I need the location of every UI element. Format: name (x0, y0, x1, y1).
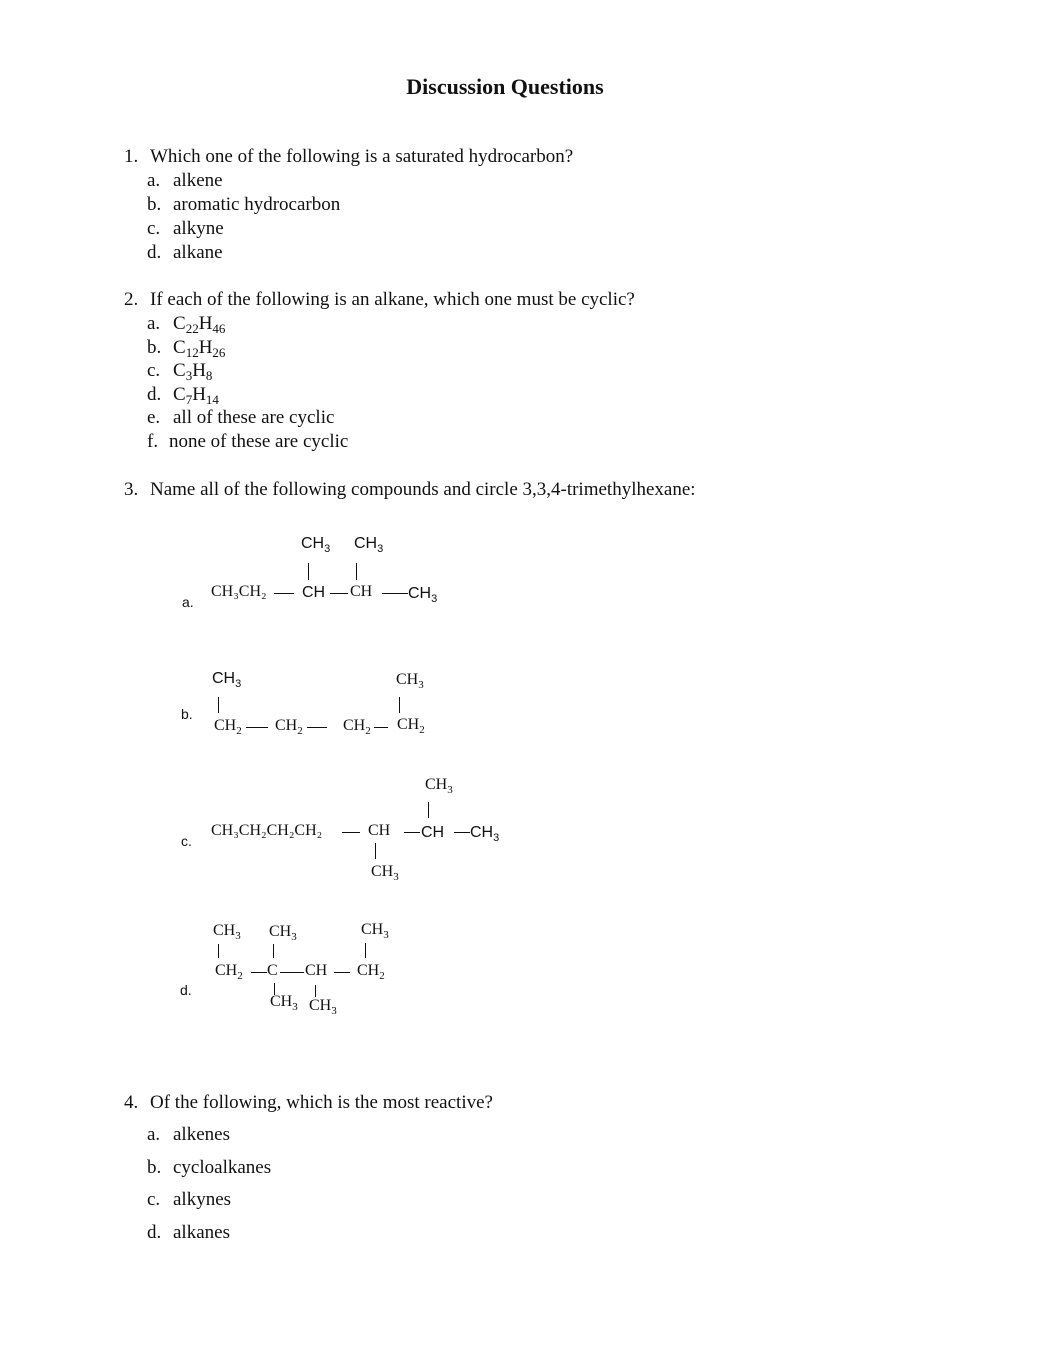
ch2-group: $CH_2$ (275, 717, 303, 737)
question-4 (124, 1092, 493, 1114)
ch2-group: $CH_2$ (215, 962, 243, 982)
bond (251, 972, 267, 973)
ch2-group: $CH_2$ (397, 716, 425, 736)
bond (273, 944, 274, 958)
bond (428, 802, 429, 818)
bond (280, 972, 304, 973)
structure-label-d: d. (180, 982, 192, 998)
question-number: 1. (124, 146, 139, 167)
bond (315, 985, 316, 997)
methyl-group: $CH_3$ (270, 993, 298, 1013)
bond (356, 563, 357, 580)
methyl-group: $CH_3$ (396, 671, 424, 691)
methyl-group: $CH_3$ (354, 535, 384, 555)
option-4d: d. alkanes (147, 1222, 230, 1243)
bond (274, 593, 294, 594)
question-1 (124, 146, 573, 168)
bond (365, 943, 366, 958)
chain-group: CH₃CH₂CH₂CH₂ (211, 822, 323, 839)
methyl-group: $CH_3$ (309, 997, 337, 1017)
methyl-group: $CH_3$ (425, 776, 453, 796)
option-4b: b. cycloalkanes (147, 1157, 272, 1178)
option-2b: b. $C_{12}H_{26}$ (147, 337, 226, 360)
bond (308, 563, 309, 580)
chain-group: CH₃CH₂ (211, 583, 267, 600)
option-1b: b. aromatic hydrocarbon (147, 194, 341, 215)
methyl-group: $CH_3$ (269, 923, 297, 943)
option-1d: d. alkane (147, 242, 223, 263)
ch-group: CH (350, 583, 373, 600)
option-2a: a. $C_{22}H_{46}$ (147, 313, 226, 336)
option-4a: a. alkenes (147, 1124, 230, 1145)
ch-group: CH (368, 822, 391, 839)
structure-label-b: b. (181, 706, 193, 722)
ch2-group: $CH_2$ (214, 717, 242, 737)
methyl-group: $CH_3$ (470, 824, 500, 844)
bond (382, 593, 408, 594)
methyl-group: $CH_3$ (371, 863, 399, 883)
bond (246, 727, 268, 728)
question-text: If each of the following is an alkane, which one must be cyclic? (150, 289, 635, 310)
ch-group: CH (302, 584, 326, 601)
question-text: Name all of the following compounds and circle 3,3,4-trimethylhexane: (150, 479, 696, 500)
bond (404, 832, 420, 833)
option-2d: d. $C_7H_{14}$ (147, 384, 219, 407)
c-atom: C (267, 962, 278, 979)
bond (330, 593, 348, 594)
question-number: 2. (124, 289, 139, 310)
structure-label-c: c. (181, 833, 192, 849)
question-3 (124, 479, 696, 501)
question-text: Of the following, which is the most reactive? (150, 1092, 493, 1113)
ch2-group: $CH_2$ (343, 717, 371, 737)
ch-group: CH (305, 962, 328, 979)
bond (334, 972, 350, 973)
option-4c: c. alkynes (147, 1189, 232, 1210)
bond (218, 697, 219, 713)
ch-group: CH (421, 824, 445, 841)
option-1a: a. alkene (147, 170, 223, 191)
bond (399, 697, 400, 713)
methyl-group: $CH_3$ (408, 585, 438, 605)
option-1c: c. alkyne (147, 218, 224, 239)
methyl-group: $CH_3$ (212, 670, 242, 690)
bond (342, 832, 360, 833)
page-title: Discussion Questions (406, 74, 604, 99)
option-2c: c. $C_3H_8$ (147, 360, 213, 383)
bond (375, 843, 376, 859)
question-number: 3. (124, 479, 139, 500)
bond (374, 727, 388, 728)
question-number: 4. (124, 1092, 139, 1113)
option-2e: e. all of these are cyclic (147, 407, 335, 428)
bond (218, 944, 219, 958)
question-2 (124, 289, 635, 311)
ch2-group: $CH_2$ (357, 962, 385, 982)
methyl-group: $CH_3$ (301, 535, 331, 555)
bond (307, 727, 327, 728)
question-text: Which one of the following is a saturated hydrocarbon? (150, 146, 574, 167)
methyl-group: $CH_3$ (361, 921, 389, 941)
bond (454, 832, 470, 833)
option-2f: f. none of these are cyclic (147, 431, 349, 452)
methyl-group: $CH_3$ (213, 922, 241, 942)
structure-label-a: a. (182, 594, 194, 610)
